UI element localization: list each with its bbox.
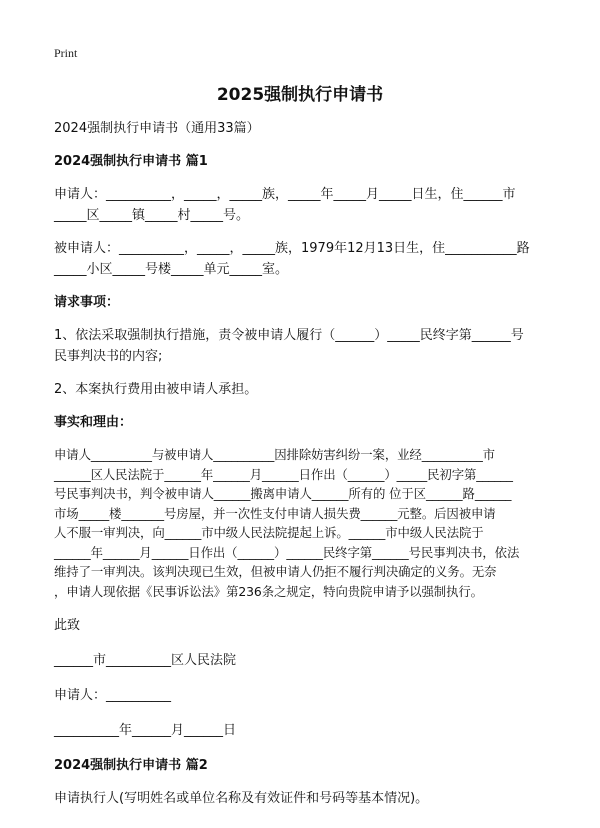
section-heading-2: 2024强制执行申请书 篇2 [54,758,208,773]
facts-line: ______区人民法院于______年______月______日作出（______）_____民初字第______ [54,466,513,482]
applicant-line: 申请人：__________，_____，_____族，_____年_____月_____日生，住______市 [54,187,516,202]
date-line: __________年______月______日 [54,723,237,738]
document-body [54,118,554,809]
respondent-line: 被申请人：__________，_____，_____族，1979年12月13日生，住___________路 [54,241,530,256]
request-item-2: 2、本案执行费用由被申请人承担。 [54,382,258,397]
applicant-line: _____区_____镇_____村_____号。 [54,208,250,223]
document-title: 2025强制执行申请书 [216,85,384,105]
facts-line: 号民事判决书，判令被申请人______搬离申请人______所有的 位于区______路______ [54,486,512,501]
facts-line: 维持了一审判决。该判决现已生效，但被申请人仍拒不履行判决确定的义务。无奈 [54,564,497,579]
request-item-1 [54,325,554,367]
facts-paragraph [54,445,554,601]
requests-heading: 请求事项： [54,295,120,310]
section2-line: 申请执行人(写明姓名或单位名称及有效证件和号码等基本情况)。 [54,791,429,806]
facts-line: 市场_____楼_______号房屋，并一次性支付申请人损失费______元整。后因被申请 [54,505,496,521]
print-link[interactable]: Print [54,46,78,60]
facts-line: ______年______月______日作出（______）______民终字第______号民事判决书，依法 [54,544,520,560]
request-line: 民事判决书的内容; [54,349,163,364]
court-line: ______市__________区人民法院 [54,653,237,668]
salutation: 此致 [54,618,81,633]
facts-line: 申请人__________与被申请人__________因排除妨害纠纷一案，业经__________市 [54,447,495,462]
document-subtitle: 2024强制执行申请书（通用33篇） [54,121,260,136]
applicant-block [54,184,554,226]
facts-heading: 事实和理由： [54,415,133,430]
facts-line: ，申请人现依据《民事诉讼法》第236条之规定，特向贵院申请予以强制执行。 [54,583,483,599]
section-heading-1: 2024强制执行申请书 篇1 [54,154,208,169]
facts-line: 人不服一审判决，向______市中级人民法院提起上诉。______市中级人民法院于 [54,525,484,540]
request-line: 1、依法采取强制执行措施，责令被申请人履行（______）_____民终字第______号 [54,328,524,343]
signature-line: 申请人：__________ [54,688,172,703]
respondent-line: _____小区_____号楼_____单元_____室。 [54,262,289,277]
respondent-block [54,238,554,280]
